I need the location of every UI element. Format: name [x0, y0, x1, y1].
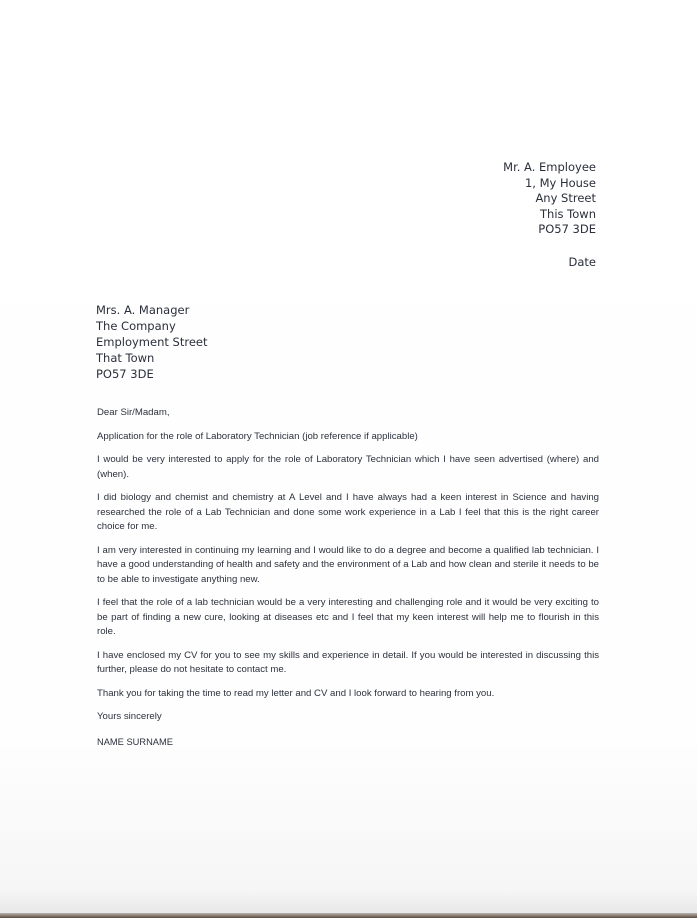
- sender-address-line-2: Any Street: [535, 191, 596, 206]
- letter-body: [97, 406, 599, 758]
- recipient-address-block: [96, 303, 207, 383]
- salutation: Dear Sir/Madam,: [97, 407, 170, 418]
- signature-name: NAME SURNAME: [97, 736, 173, 747]
- recipient-name: Mrs. A. Manager: [96, 303, 190, 317]
- sender-address-line-1: 1, My House: [524, 175, 596, 190]
- sender-address-block: [503, 160, 596, 238]
- page-bottom-edge: [0, 913, 697, 918]
- recipient-town: That Town: [96, 350, 155, 365]
- recipient-company: The Company: [96, 318, 176, 333]
- paragraph-learning: I am very interested in continuing my learning and I would like to do a degree and become a qualified lab technician. I have a good understanding of health and safety and the environment of a Lab and how clean and sterile it needs to be to be able to investigate anything new.: [97, 544, 599, 585]
- subject-line: Application for the role of Laboratory Technician (job reference if applicable): [97, 430, 418, 442]
- paragraph-education: I did biology and chemist and chemistry at A Level and I have always had a keen interest in Science and having researched the role of a Lab Technician and done some work experience in a Lab I feel that this is the right career choice for me.: [97, 492, 599, 532]
- paragraph-thanks: Thank you for taking the time to read my letter and CV and I look forward to hearing from you.: [97, 687, 495, 699]
- paragraph-cv-enclosed: I have enclosed my CV for you to see my skills and experience in detail. If you would be interested in discussing this further, please do not hesitate to contact me.: [97, 649, 599, 675]
- recipient-postcode: PO57 3DE: [96, 366, 154, 381]
- paragraph-interest: I would be very interested to apply for the role of Laboratory Technician which I have seen advertised (where) and (when).: [97, 454, 599, 480]
- paragraph-role: I feel that the role of a lab technician would be a very interesting and challenging role and it would be very exciting to be part of finding a new cure, looking at diseases etc and I feel that my keen interest will help me to flourish in this role.: [97, 597, 599, 637]
- sender-town: This Town: [540, 206, 596, 221]
- sender-name: Mr. A. Employee: [503, 160, 596, 174]
- recipient-street: Employment Street: [96, 334, 208, 349]
- sender-postcode: PO57 3DE: [538, 222, 596, 237]
- letter-date: Date: [568, 255, 596, 269]
- signoff: Yours sincerely: [97, 711, 162, 722]
